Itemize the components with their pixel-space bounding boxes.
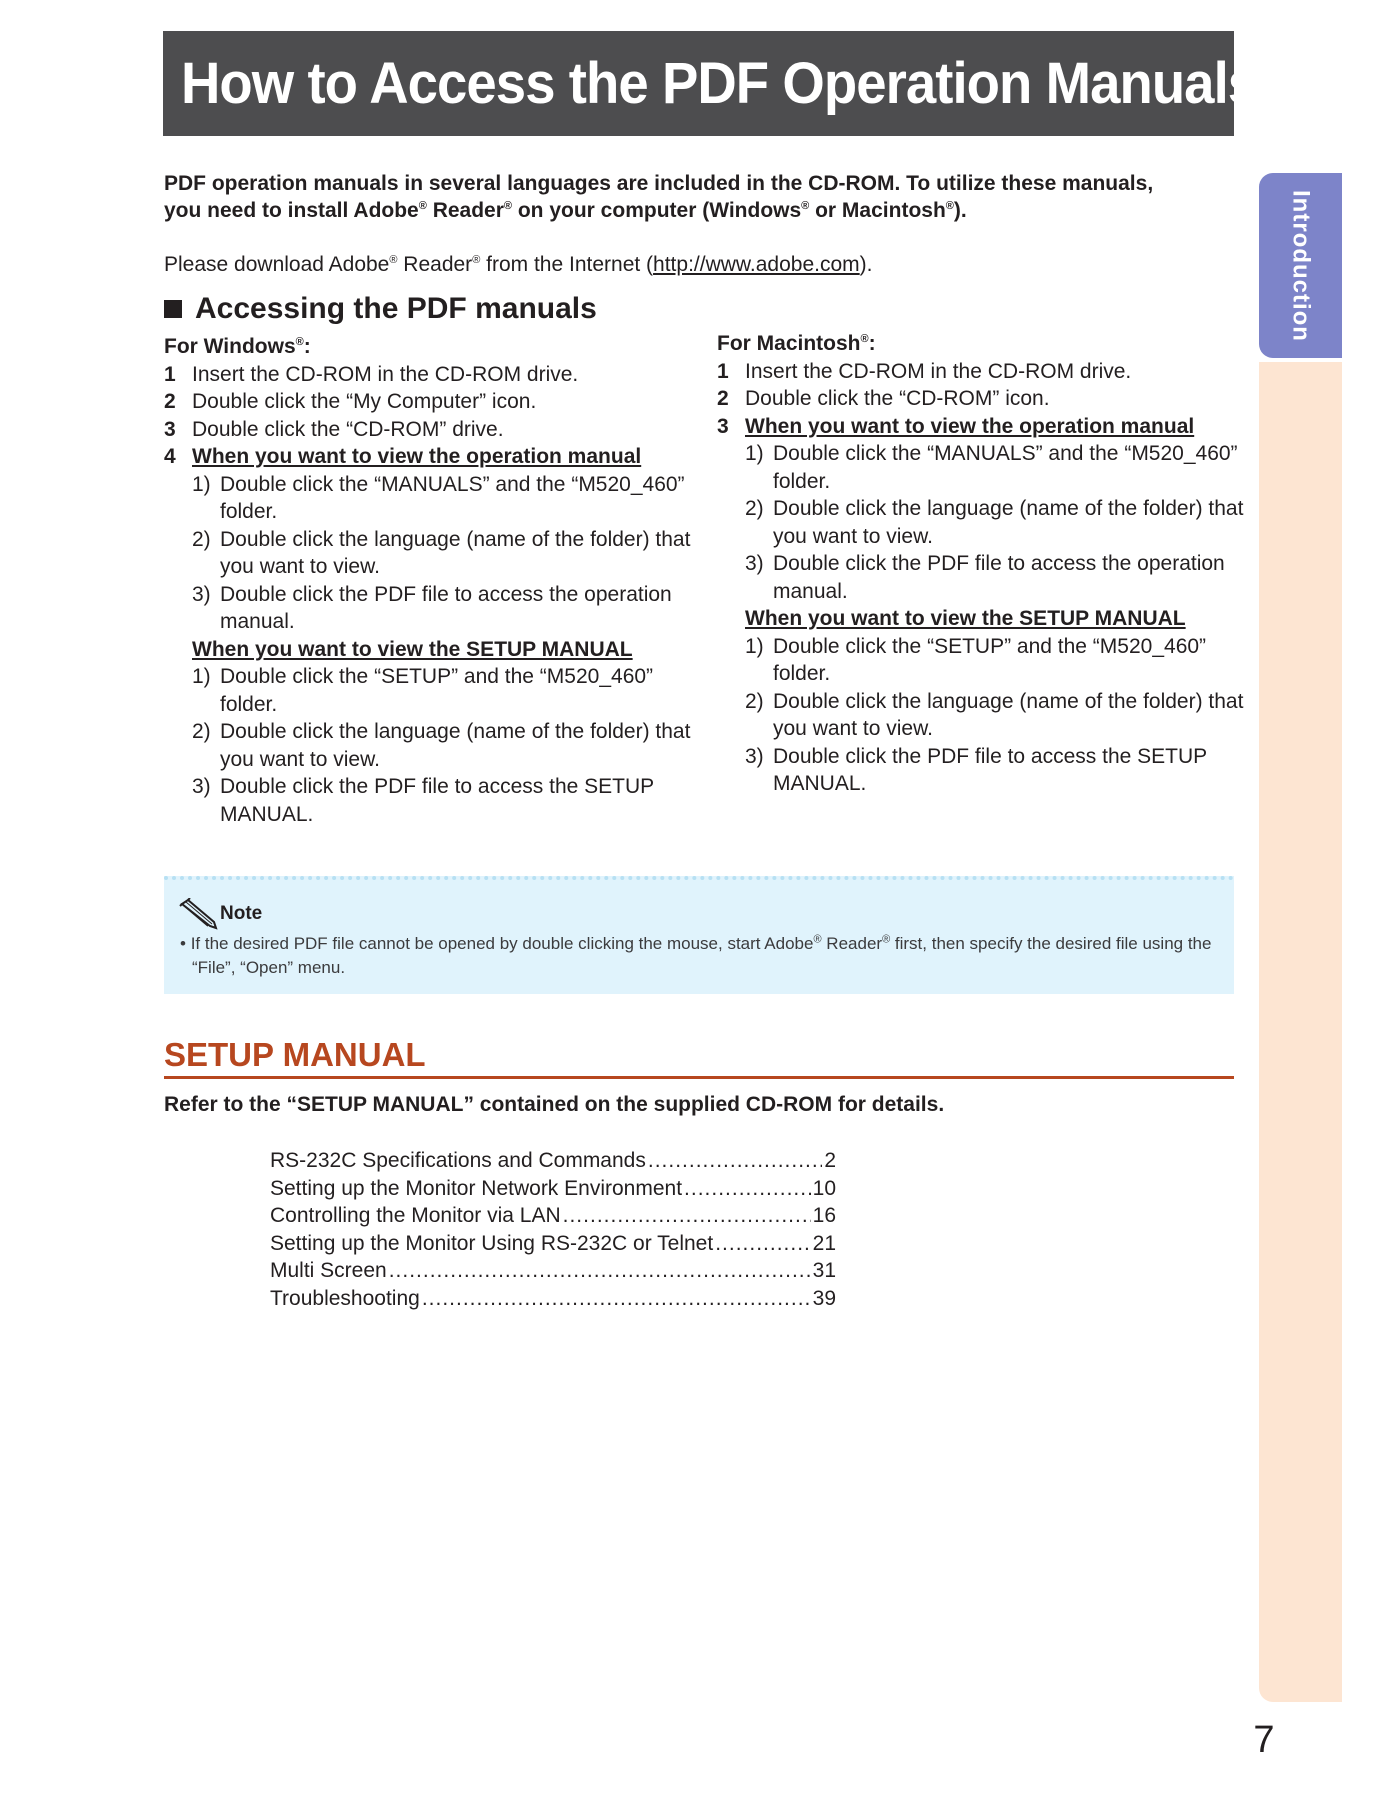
download-paragraph: Please download Adobe® Reader® from the Internet (http://www.adobe.com). (164, 253, 873, 276)
toc-row: Troubleshooting ..... 39 (270, 1285, 836, 1313)
list-item: 2) Double click the language (name of the folder) that you want to view. (745, 689, 1244, 740)
list-item: 1 Insert the CD-ROM in the CD-ROM drive. (164, 362, 579, 386)
toc-row: Multi Screen ..... 31 (270, 1257, 836, 1285)
list-item: 3) Double click the PDF file to access the operation manual. (192, 582, 672, 633)
page-title-bar (163, 31, 1258, 136)
page-title: How to Access the PDF Operation Manuals (181, 51, 1258, 116)
setup-toc (270, 1147, 836, 1312)
list-item: 4 When you want to view the operation manual (164, 445, 642, 468)
square-bullet-icon (164, 300, 182, 318)
toc-row: Controlling the Monitor via LAN ..... 16 (270, 1202, 836, 1230)
list-item: 2 Double click the “CD-ROM” icon. (717, 387, 1050, 410)
windows-heading: For Windows®: (164, 335, 311, 358)
list-item: 1 Insert the CD-ROM in the CD-ROM drive. (717, 359, 1132, 383)
toc-row: Setting up the Monitor Using RS-232C or Telnet ..... 21 (270, 1230, 836, 1258)
list-item: 2) Double click the language (name of the folder) that you want to view. (192, 720, 691, 771)
windows-instructions (164, 333, 704, 828)
side-strip (1259, 362, 1342, 1702)
mac-instructions (717, 330, 1247, 798)
windows-setup-heading: When you want to view the SETUP MANUAL (192, 637, 633, 661)
list-item: 1) Double click the “SETUP” and the “M520_460” folder. (745, 634, 1207, 685)
setup-manual-description: Refer to the “SETUP MANUAL” contained on the supplied CD-ROM for details. (164, 1093, 945, 1116)
mac-setup-heading: When you want to view the SETUP MANUAL (745, 607, 1186, 630)
page-number: 7 (1253, 1719, 1275, 1761)
list-item: 1) Double click the “MANUALS” and the “M520_460” folder. (192, 472, 685, 523)
list-item: 3) Double click the PDF file to access the SETUP MANUAL. (745, 744, 1207, 795)
note-text: • If the desired PDF file cannot be opened by double clicking the mouse, start Adobe® Reader® first, then specify the desired file using the “File”, “Open” menu. (180, 933, 1212, 977)
list-item: 1) Double click the “MANUALS” and the “M520_460” folder. (745, 442, 1238, 493)
list-item: 2) Double click the language (name of the folder) that you want to view. (192, 527, 691, 578)
side-tab-label: Introduction (1287, 189, 1315, 342)
list-item: 3) Double click the PDF file to access the SETUP MANUAL. (192, 775, 654, 826)
toc-row: Setting up the Monitor Network Environment ..... 10 (270, 1175, 836, 1203)
list-item: 3 When you want to view the operation manual (717, 414, 1195, 438)
intro-line-1: PDF operation manuals in several languages are included in the CD-ROM. To utilize these manuals, (164, 172, 1154, 195)
list-item: 2 Double click the “My Computer” icon. (164, 390, 537, 413)
mac-heading: For Macintosh®: (717, 332, 876, 355)
intro-line-2: you need to install Adobe® Reader® on your computer (Windows® or Macintosh®). (164, 199, 967, 222)
list-item: 3 Double click the “CD-ROM” drive. (164, 417, 504, 441)
note-label: Note (178, 898, 262, 930)
adobe-link[interactable]: http://www.adobe.com (653, 253, 860, 276)
section-heading: Accessing the PDF manuals (164, 292, 597, 326)
list-item: 2) Double click the language (name of the folder) that you want to view. (745, 497, 1244, 548)
intro-paragraph (164, 170, 1244, 224)
side-tab-introduction[interactable] (1259, 173, 1342, 358)
toc-row: RS-232C Specifications and Commands ..... 2 (270, 1147, 836, 1175)
pencil-icon (178, 898, 218, 930)
list-item: 1) Double click the “SETUP” and the “M520_460” folder. (192, 665, 654, 716)
setup-manual-heading: SETUP MANUAL (164, 1036, 1234, 1079)
list-item: 3) Double click the PDF file to access the operation manual. (745, 552, 1225, 603)
